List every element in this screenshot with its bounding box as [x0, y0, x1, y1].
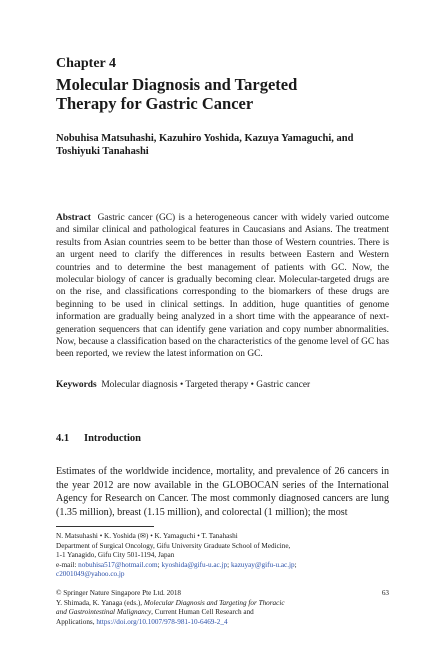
- citation-line-2: [56, 608, 389, 618]
- book-editors: Y. Shimada, K. Yanaga (eds.),: [56, 598, 143, 607]
- section-heading: [56, 432, 389, 445]
- footnote-emails-cont: [56, 570, 389, 580]
- section-title: Introduction: [84, 433, 141, 444]
- abstract-text: Gastric cancer (GC) is a heterogeneous cancer with widely varied outcome and similar clinical and pathological features in Caucasians and Asians. The treatment results from Asian countries seem to be better than those of Western countries. There is an urgent need to clarify the differences in results between Eastern and Western countries and to determine the best management of patients with GC. Now, the molecular biology of cancer is gradually becoming clear. Molecular-targeted drugs are on the rise, and classifications corresponding to the biomarkers of these drugs are beginning to be used in clinical settings. In addition, huge quantities of genome information are gradually being analyzed in a short time with the appearance of next-generation sequencers that can identify gene variation and copy number abnormalities. Now, because a classification based on the characteristics of the genome level of GC has been reported, we review the latest information on GC.: [56, 213, 389, 360]
- email-link-1[interactable]: nobuhisa517@hotmail.com: [78, 560, 158, 569]
- book-title-part-2: and Gastrointestinal Malignancy: [56, 608, 152, 616]
- email-link-4[interactable]: c2001049@yahoo.co.jp: [56, 570, 125, 578]
- author-affiliation-footnote: [56, 532, 389, 580]
- copyright-notice: © Springer Nature Singapore Pte Ltd. 2018: [56, 589, 182, 597]
- series-name: , Current Human Cell Research and: [151, 608, 254, 616]
- footnote-divider: [56, 526, 154, 527]
- keywords: [56, 379, 389, 391]
- abstract: [56, 212, 389, 361]
- author-line-2: Toshiyuki Tanahashi: [56, 146, 149, 157]
- footnote-department: Department of Surgical Oncology, Gifu University Graduate School of Medicine,: [56, 541, 291, 550]
- keywords-label: Keywords: [56, 380, 97, 390]
- abstract-label: Abstract: [56, 213, 91, 223]
- chapter-title-line-2: Therapy for Gastric Cancer: [56, 94, 254, 113]
- doi-link[interactable]: https://doi.org/10.1007/978-981-10-6469-2_4: [96, 617, 228, 626]
- body-paragraph: Estimates of the worldwide incidence, mortality, and prevalence of 26 cancers in the year 2012 are now available in the GLOBOCAN series of the International Agency for Research on Cancer. The most commonly diagnosed cancers are lung (1.35 million), breast (1.15 million), and colorectal (1 million); the most: [56, 466, 389, 518]
- citation-line-1: [56, 599, 389, 609]
- keywords-text: Molecular diagnosis • Targeted therapy • Gastric cancer: [101, 380, 311, 390]
- series-name-cont: Applications,: [56, 617, 95, 626]
- footnote-address: 1-1 Yanagido, Gifu City 501-1194, Japan: [56, 551, 175, 559]
- section-number: 4.1: [56, 433, 70, 444]
- author-line-1: Nobuhisa Matsuhashi, Kazuhiro Yoshida, Kazuya Yamaguchi, and: [56, 133, 354, 144]
- email-label: e-mail:: [56, 560, 77, 569]
- footnote-emails: e-mail: nobuhisa517@hotmail.com; kyoshida@gifu-u.ac.jp; kazuyay@gifu-u.ac.jp;: [56, 560, 297, 569]
- author-list: [56, 132, 389, 158]
- email-link-3[interactable]: kazuyay@gifu-u.ac.jp: [230, 560, 295, 569]
- footnote-names: N. Matsuhashi • K. Yoshida (✉) • K. Yamaguchi • T. Tanahashi: [56, 532, 238, 540]
- chapter-title-line-1: Molecular Diagnosis and Targeted: [56, 75, 298, 94]
- chapter-title: [56, 75, 389, 113]
- page-number: 63: [381, 589, 389, 597]
- email-link-2[interactable]: kyoshida@gifu-u.ac.jp: [161, 560, 228, 569]
- page-footer: [56, 589, 389, 627]
- citation-line-3: [56, 618, 389, 628]
- chapter-label: Chapter 4: [56, 56, 117, 71]
- book-title-part-1: Molecular Diagnosis and Targeting for Thoracic: [143, 598, 285, 607]
